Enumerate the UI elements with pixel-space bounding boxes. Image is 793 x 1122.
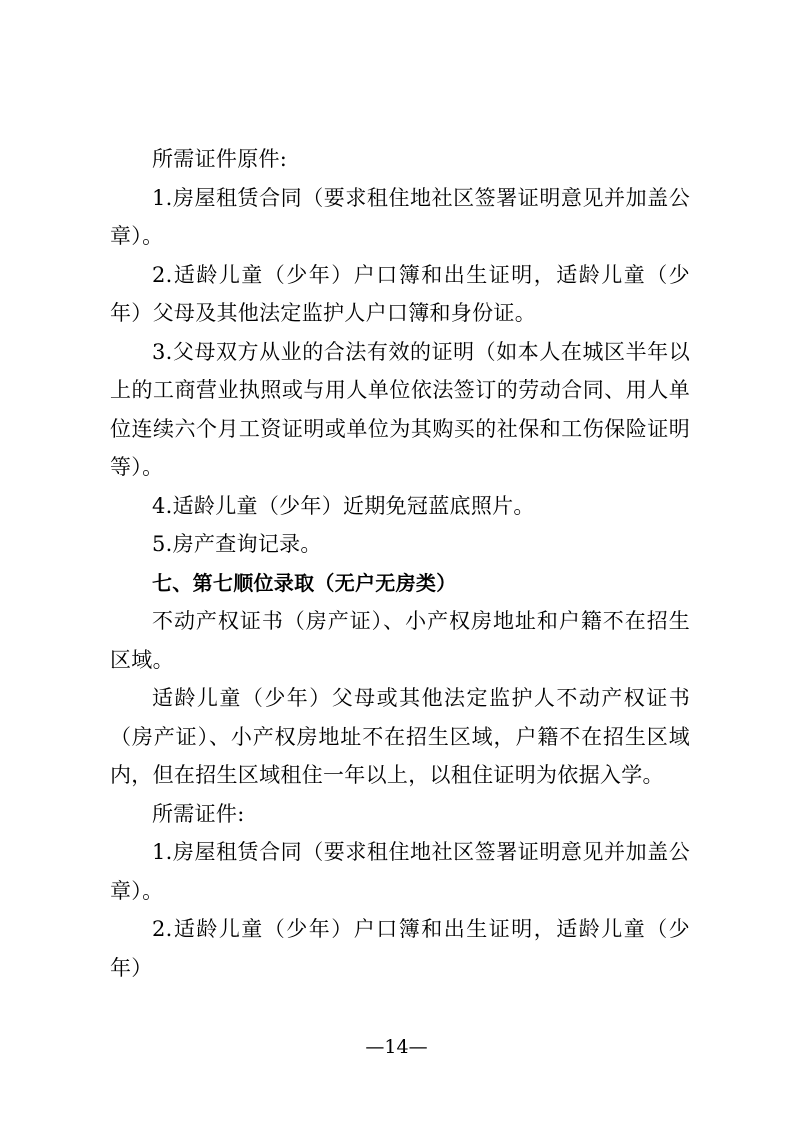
- paragraph-required-docs: 所需证件:: [152, 801, 245, 826]
- paragraph-item-1-lease: 1.房屋租赁合同（要求租住地社区签署证明意见并加盖公章）。: [110, 185, 690, 248]
- document-body: [110, 140, 690, 987]
- paragraph-item-4-photo: 4.适龄儿童（少年）近期免冠蓝底照片。: [152, 493, 535, 518]
- paragraph-item-1-lease-2: 1.房屋租赁合同（要求租住地社区签署证明意见并加盖公章）。: [110, 840, 690, 903]
- paragraph-item-3-employment: 3.父母双方从业的合法有效的证明（如本人在城区半年以上的工商营业执照或与用人单位依法签订的劳动合同、用人单位连续六个月工资证明或单位为其购买的社保和工伤保险证明等）。: [110, 339, 690, 479]
- paragraph-item-2-hukou-2: 2.适龄儿童（少年）户口簿和出生证明，适龄儿童（少年）: [110, 917, 690, 980]
- paragraph-required-original-docs: 所需证件原件:: [152, 147, 288, 171]
- paragraph-condition: 不动产权证书（房产证）、小产权房地址和户籍不在招生区域。: [110, 609, 690, 672]
- paragraph-description: 适龄儿童（少年）父母或其他法定监护人不动产权证书（房产证）、小产权房地址不在招生区域，户籍不在招生区域内，但在招生区域租住一年以上，以租住证明为依据入学。: [110, 686, 690, 787]
- paragraph-item-2-hukou: 2.适龄儿童（少年）户口簿和出生证明，适龄儿童（少年）父母及其他法定监护人户口簿和身份证。: [110, 262, 690, 325]
- page-number: —14—: [365, 1036, 428, 1058]
- paragraph-item-5-property-record: 5.房产查询记录。: [152, 532, 322, 556]
- section-heading-seventh: 七、第七顺位录取（无户无房类）: [152, 570, 457, 595]
